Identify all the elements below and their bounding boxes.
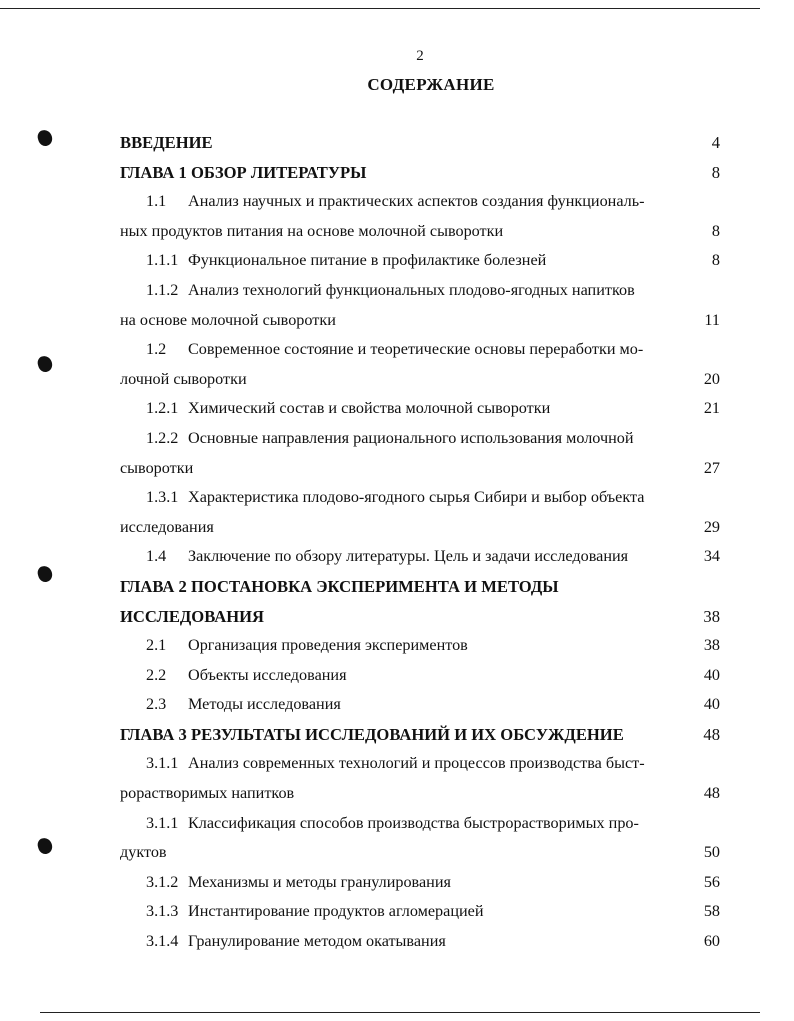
toc-entry-continuation: [120, 513, 720, 543]
toc-entry-number: 1.3.1: [146, 488, 179, 507]
toc-page-number: 56: [703, 872, 720, 891]
toc-entry-text: Характеристика плодово-ягодного сырья Сибири и выбор объекта: [188, 488, 645, 507]
toc-entry-text: Организация проведения экспериментов: [188, 636, 468, 655]
toc-entry-number: 3.1.1: [146, 754, 179, 773]
toc-section-entry: [120, 690, 720, 720]
toc-section-entry: [120, 335, 720, 365]
toc-page-number: 48: [703, 784, 720, 803]
toc-section-entry: [120, 927, 720, 957]
toc-entry-text: рорастворимых напитков: [120, 784, 295, 803]
toc-page-number: 48: [703, 724, 720, 744]
toc-entry-continuation: [120, 779, 720, 809]
toc-entry-text: Методы исследования: [188, 695, 341, 714]
toc-entry-text: Современное состояние и теоретические основы переработки мо-: [188, 340, 644, 359]
toc-entry-number: 1.2.1: [146, 399, 179, 418]
toc-chapter-entry: [120, 602, 720, 632]
toc-entry-continuation: [120, 306, 720, 336]
toc-entry-text: Основные направления рационального использования молочной: [188, 428, 634, 447]
toc-entry-text: дуктов: [120, 843, 167, 862]
toc-page-number: 21: [703, 399, 720, 418]
page-title: СОДЕРЖАНИЕ: [367, 75, 495, 94]
toc-page-number: 38: [703, 636, 720, 655]
toc-entry-number: 2.3: [146, 695, 167, 714]
toc-entry-text: Инстантирование продуктов агломерацией: [188, 902, 484, 921]
toc-page-number: 40: [703, 665, 720, 684]
toc-entry-text: Заключение по обзору литературы. Цель и задачи исследования: [188, 547, 629, 566]
toc-entry-text: исследования: [120, 517, 214, 536]
toc-entry-continuation: [120, 454, 720, 484]
punch-hole-mark: [36, 836, 54, 855]
toc-entry-number: 1.1.1: [146, 251, 179, 270]
toc-entry-number: 2.2: [146, 665, 167, 684]
toc-entry-continuation: [120, 365, 720, 395]
toc-chapter-entry: [120, 720, 720, 750]
toc-chapter-entry: [120, 158, 720, 188]
toc-entry-text: ВВЕДЕНИЕ: [120, 133, 213, 152]
toc-page-number: 40: [703, 695, 720, 714]
toc-entry-text: ИССЛЕДОВАНИЯ: [120, 606, 265, 626]
toc-entry-text: Анализ современных технологий и процессов производства быст-: [188, 754, 645, 773]
top-border-line: [0, 8, 760, 9]
toc-entry-number: 1.4: [146, 547, 167, 566]
toc-chapter-entry: [120, 128, 720, 158]
toc-entry-number: 2.1: [146, 636, 167, 655]
toc-section-entry: [120, 749, 720, 779]
toc-entry-text: Химический состав и свойства молочной сыворотки: [188, 399, 551, 418]
toc-section-entry: [120, 187, 720, 217]
toc-entry-number: 3.1.3: [146, 902, 179, 921]
toc-entry-text: Гранулирование методом окатывания: [188, 932, 446, 951]
toc-page-number: 8: [711, 221, 720, 240]
toc-section-entry: [120, 897, 720, 927]
toc-entry-number: 1.2: [146, 340, 167, 359]
toc-entry-text: Функциональное питание в профилактике болезней: [188, 251, 547, 270]
punch-hole-mark: [36, 128, 54, 147]
toc-page-number: 29: [703, 517, 720, 536]
toc-section-entry: [120, 661, 720, 691]
toc-entry-text: Анализ технологий функциональных плодово-ягодных напитков: [188, 280, 635, 299]
toc-entry-number: 1.2.2: [146, 428, 179, 447]
bottom-border-line: [40, 1012, 760, 1013]
toc-page-number: 8: [711, 251, 720, 270]
toc-section-entry: [120, 483, 720, 513]
toc-page-number: 34: [703, 547, 720, 566]
toc-page-number: 50: [703, 843, 720, 862]
page-number: 2: [416, 48, 424, 64]
toc-entry-number: 3.1.4: [146, 932, 179, 951]
toc-section-entry: [120, 394, 720, 424]
toc-entry-number: 3.1.1: [146, 813, 179, 832]
toc-entry-number: 1.1.2: [146, 280, 179, 299]
punch-hole-mark: [36, 564, 54, 583]
toc-page-number: 60: [703, 932, 720, 951]
toc-entry-text: сыворотки: [120, 458, 194, 477]
toc-page-number: 38: [703, 606, 720, 626]
toc-entry-text: ных продуктов питания на основе молочной сыворотки: [120, 221, 504, 240]
toc-entry-number: 3.1.2: [146, 872, 179, 891]
toc-section-entry: [120, 246, 720, 276]
toc-entry-text: ГЛАВА 3 РЕЗУЛЬТАТЫ ИССЛЕДОВАНИЙ И ИХ ОБСУЖДЕНИЕ: [120, 724, 624, 744]
toc-section-entry: [120, 276, 720, 306]
toc-page-number: 4: [711, 133, 720, 152]
punch-hole-mark: [36, 354, 54, 373]
toc-section-entry: [120, 631, 720, 661]
toc-entry-text: ГЛАВА 2 ПОСТАНОВКА ЭКСПЕРИМЕНТА И МЕТОДЫ: [120, 576, 559, 596]
toc-section-entry: [120, 424, 720, 454]
toc-entry-text: ГЛАВА 1 ОБЗОР ЛИТЕРАТУРЫ: [120, 162, 367, 182]
toc-page-number: 8: [711, 162, 720, 182]
toc-entry-text: Объекты исследования: [188, 665, 347, 684]
toc-entry-text: лочной сыворотки: [120, 369, 247, 388]
toc-page-number: 20: [703, 369, 720, 388]
toc-page-number: 27: [703, 458, 720, 477]
table-of-contents: [120, 128, 720, 957]
toc-entry-text: Классификация способов производства быстрорастворимых про-: [188, 813, 639, 832]
toc-entry-number: 1.1: [146, 192, 167, 211]
toc-entry-continuation: [120, 217, 720, 247]
toc-entry-text: Анализ научных и практических аспектов создания функциональ-: [188, 192, 645, 211]
toc-chapter-entry: [120, 572, 720, 602]
toc-section-entry: [120, 542, 720, 572]
toc-entry-continuation: [120, 838, 720, 868]
toc-entry-text: на основе молочной сыворотки: [120, 310, 336, 329]
toc-section-entry: [120, 868, 720, 898]
toc-page-number: 58: [703, 902, 720, 921]
toc-entry-text: Механизмы и методы гранулирования: [188, 872, 451, 891]
toc-page-number: 11: [704, 310, 720, 329]
toc-section-entry: [120, 809, 720, 839]
